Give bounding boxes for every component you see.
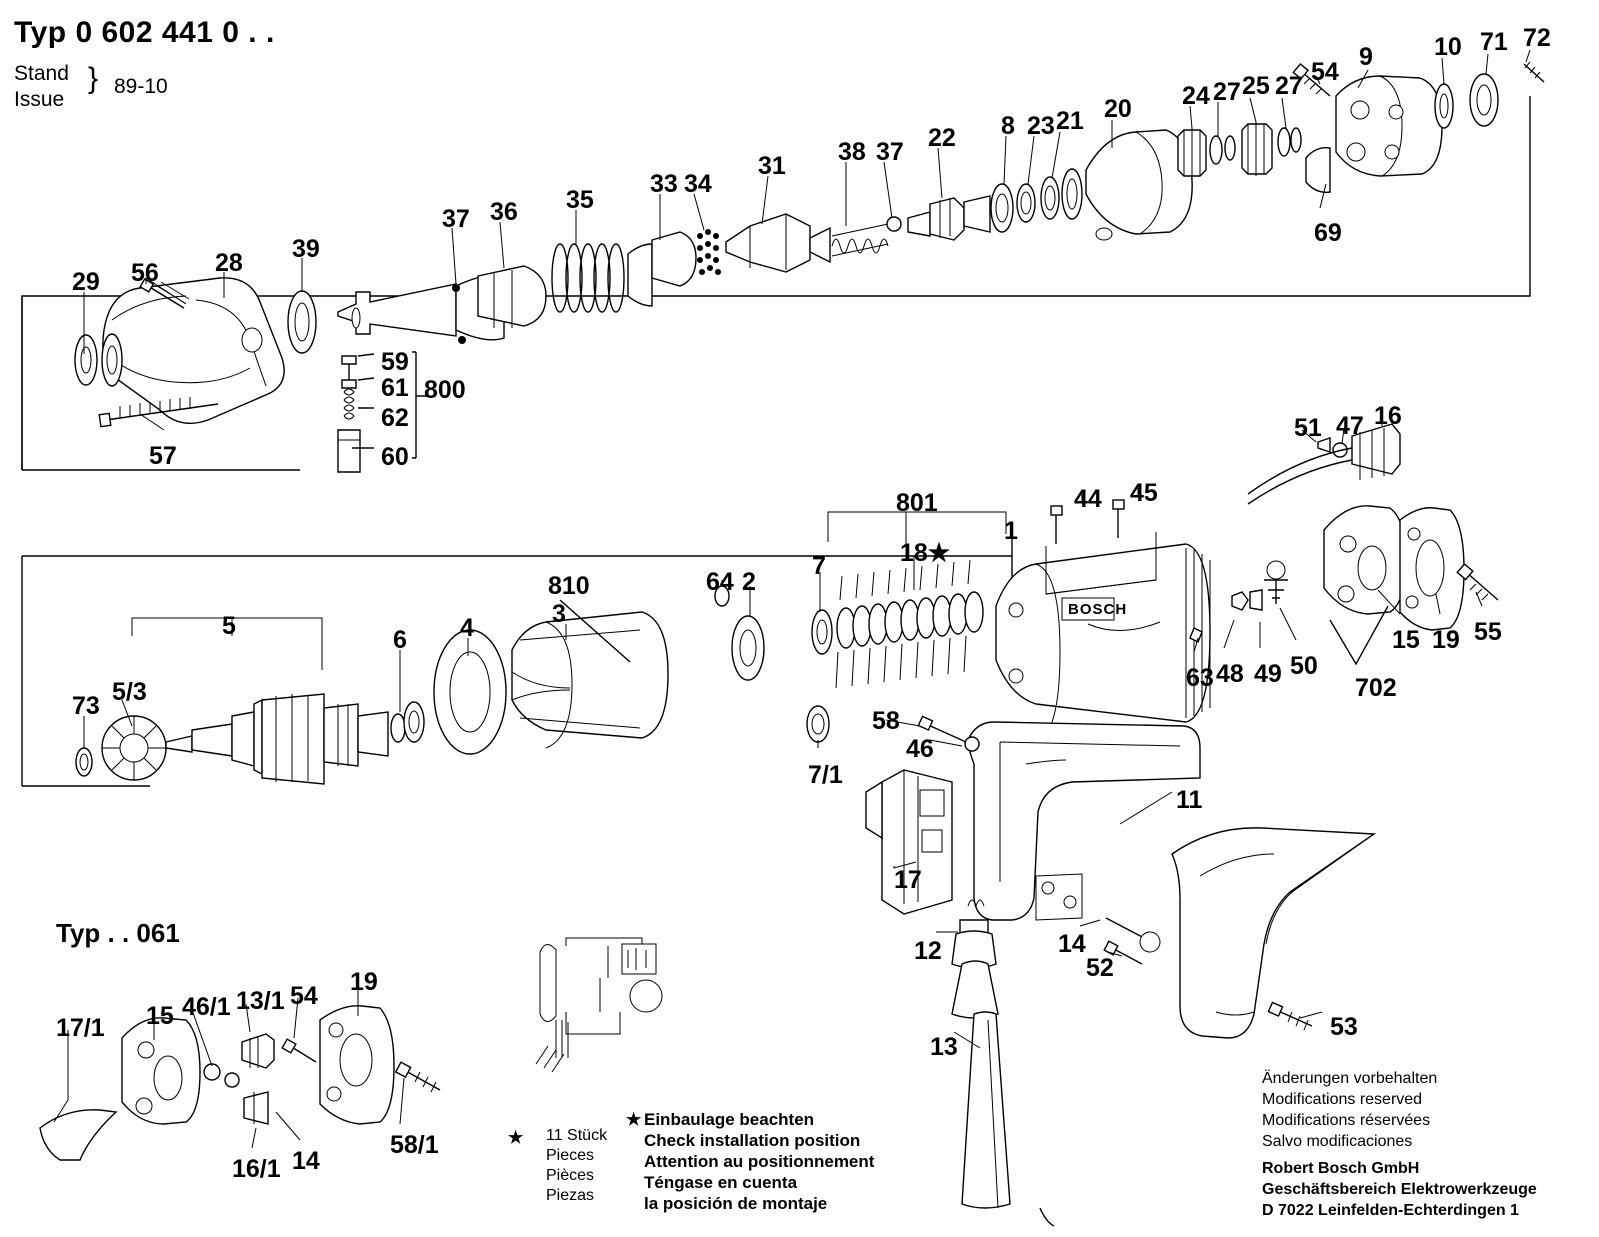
callout-38: 38 bbox=[838, 138, 866, 166]
callout-29: 29 bbox=[72, 268, 100, 296]
callout-58: 58 bbox=[872, 707, 900, 735]
star-qty-2: Pièces bbox=[546, 1167, 595, 1184]
callout-7-1: 7/1 bbox=[808, 761, 843, 789]
callout-6: 6 bbox=[393, 626, 407, 654]
header-type: Typ 0 602 441 0 . . bbox=[14, 16, 275, 49]
callout-20: 20 bbox=[1104, 95, 1132, 123]
callout-35: 35 bbox=[566, 186, 594, 214]
company-0: Robert Bosch GmbH bbox=[1262, 1160, 1420, 1177]
company-2: D 7022 Leinfelden-Echterdingen 1 bbox=[1262, 1202, 1519, 1219]
callout-33: 33 bbox=[650, 170, 678, 198]
install-note-star: ★ bbox=[626, 1110, 642, 1129]
callout-21: 21 bbox=[1056, 107, 1084, 135]
star-qty-0: 11 Stück bbox=[546, 1127, 608, 1144]
callout-4: 4 bbox=[460, 614, 474, 642]
callout-10: 10 bbox=[1434, 33, 1462, 61]
callout-61: 61 bbox=[381, 374, 409, 402]
callout-53: 53 bbox=[1330, 1013, 1358, 1041]
callout-25: 25 bbox=[1242, 72, 1270, 100]
callout-58-1: 58/1 bbox=[390, 1131, 439, 1159]
callout-3: 3 bbox=[552, 600, 566, 628]
callout-11: 11 bbox=[1176, 786, 1203, 814]
callout-37: 37 bbox=[442, 205, 470, 233]
callout-59: 59 bbox=[381, 348, 409, 376]
install-note-0: Einbaulage beachten bbox=[644, 1110, 815, 1129]
callout-50: 50 bbox=[1290, 652, 1318, 680]
callout-810: 810 bbox=[548, 572, 590, 600]
disclaimer-3: Salvo modificaciones bbox=[1262, 1133, 1413, 1150]
star-qty-3: Piezas bbox=[546, 1187, 595, 1204]
install-note-2: Attention au positionnement bbox=[644, 1152, 875, 1171]
header-stand-label: Stand bbox=[14, 62, 69, 85]
callout-702: 702 bbox=[1355, 674, 1397, 702]
callout-17-1: 17/1 bbox=[56, 1014, 105, 1042]
callout-54: 54 bbox=[1311, 58, 1339, 86]
header-brace: } bbox=[88, 62, 99, 95]
callout-22: 22 bbox=[928, 124, 956, 152]
callout-60: 60 bbox=[381, 443, 409, 471]
callout-2: 2 bbox=[742, 568, 756, 596]
callout-63: 63 bbox=[1186, 664, 1214, 692]
brand-label: BOSCH bbox=[1068, 601, 1128, 618]
callout-51: 51 bbox=[1294, 414, 1322, 442]
callout-45: 45 bbox=[1130, 479, 1158, 507]
callout-13-1: 13/1 bbox=[236, 987, 285, 1015]
disclaimer-1: Modifications reserved bbox=[1262, 1091, 1423, 1108]
install-note-4: la posición de montaje bbox=[644, 1194, 828, 1213]
callout-13: 13 bbox=[930, 1033, 958, 1061]
callout-15: 15 bbox=[146, 1002, 174, 1030]
callout-55: 55 bbox=[1474, 618, 1502, 646]
callout-18-: 18★ bbox=[900, 539, 951, 567]
callout-37: 37 bbox=[876, 138, 904, 166]
install-note-3: Téngase en cuenta bbox=[644, 1173, 798, 1192]
callout-34: 34 bbox=[684, 170, 712, 198]
callout-16: 16 bbox=[1374, 402, 1402, 430]
callout-801: 801 bbox=[896, 489, 938, 517]
callout-5: 5 bbox=[222, 612, 236, 640]
callout-31: 31 bbox=[758, 152, 786, 180]
callout-46: 46 bbox=[906, 735, 934, 763]
callout-72: 72 bbox=[1523, 24, 1551, 52]
callout-69: 69 bbox=[1314, 219, 1342, 247]
callout-19: 19 bbox=[1432, 626, 1460, 654]
star-qty-1: Pieces bbox=[546, 1147, 595, 1164]
star-symbol-left: ★ bbox=[508, 1128, 524, 1147]
callout-8: 8 bbox=[1001, 112, 1015, 140]
callout-12: 12 bbox=[914, 937, 942, 965]
callout-49: 49 bbox=[1254, 660, 1282, 688]
callout-57: 57 bbox=[149, 442, 177, 470]
callout-23: 23 bbox=[1027, 112, 1055, 140]
callout-24: 24 bbox=[1182, 82, 1210, 110]
variant-type-label: Typ . . 061 bbox=[56, 918, 180, 948]
callout-52: 52 bbox=[1086, 954, 1114, 982]
callout-44: 44 bbox=[1074, 485, 1102, 513]
callout-16-1: 16/1 bbox=[232, 1155, 281, 1183]
callout-46-1: 46/1 bbox=[182, 993, 231, 1021]
callout-39: 39 bbox=[292, 235, 320, 263]
callout-54: 54 bbox=[290, 982, 318, 1010]
callout-36: 36 bbox=[490, 198, 518, 226]
callout-5-3: 5/3 bbox=[112, 678, 147, 706]
callout-27: 27 bbox=[1213, 78, 1241, 106]
callout-15: 15 bbox=[1392, 626, 1420, 654]
callout-9: 9 bbox=[1359, 43, 1373, 71]
callout-56: 56 bbox=[131, 259, 159, 287]
callout-64: 64 bbox=[706, 568, 734, 596]
callout-14: 14 bbox=[1058, 930, 1086, 958]
callout-7: 7 bbox=[812, 552, 826, 580]
disclaimer-2: Modifications réservées bbox=[1262, 1112, 1431, 1129]
callout-47: 47 bbox=[1336, 412, 1364, 440]
company-1: Geschäftsbereich Elektrowerkzeuge bbox=[1262, 1181, 1537, 1198]
header-issue-value: 89-10 bbox=[114, 75, 168, 98]
callout-19: 19 bbox=[350, 968, 378, 996]
callout-1: 1 bbox=[1004, 517, 1018, 545]
callout-71: 71 bbox=[1480, 28, 1508, 56]
callout-28: 28 bbox=[215, 249, 243, 277]
header-issue-label: Issue bbox=[14, 88, 65, 111]
callout-800: 800 bbox=[424, 376, 466, 404]
callout-62: 62 bbox=[381, 404, 409, 432]
callout-27: 27 bbox=[1275, 72, 1303, 100]
disclaimer-0: Änderungen vorbehalten bbox=[1262, 1070, 1438, 1087]
callout-14: 14 bbox=[292, 1147, 320, 1175]
install-note-1: Check installation position bbox=[644, 1131, 861, 1150]
callout-17: 17 bbox=[894, 866, 922, 894]
callout-73: 73 bbox=[72, 692, 100, 720]
callout-48: 48 bbox=[1216, 660, 1244, 688]
